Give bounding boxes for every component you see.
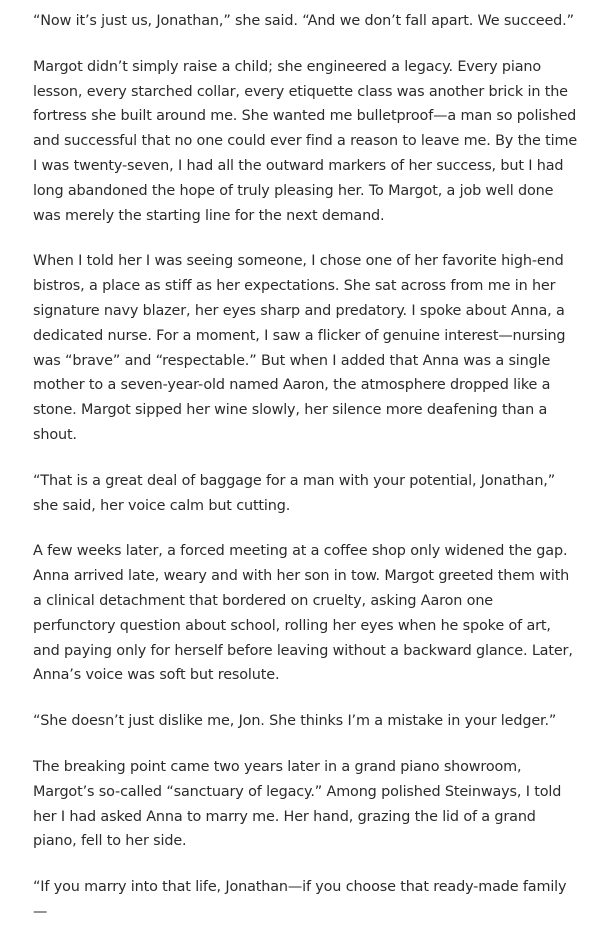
paragraph: “That is a great deal of baggage for a man with your potential, Jonathan,” she said, her voice calm but cutting. xyxy=(33,472,556,514)
article-body xyxy=(33,9,578,946)
paragraph: The breaking point came two years later in a grand piano showroom, Margot’s so-called “sanctuary of legacy.” Among polished Steinways, I told her I had asked Anna to marry me. Her hand, grazing the lid of a grand piano, fell to her side. xyxy=(33,758,562,850)
paragraph: “If you marry into that life, Jonathan—if you choose that ready-made family— xyxy=(33,879,567,920)
paragraph: When I told her I was seeing someone, I chose one of her favorite high-end bistros, a place as stiff as her expectations. She sat across from me in her signature navy blazer, her eyes sharp and predatory. I spoke about Anna, a dedicated nurse. For a moment, I saw a flicker of genuine interest—nursing was “brave” and “respectable.” But when I added that Anna was a single mother to a seven-year-old named Aaron, the atmosphere dropped like a stone. Margot sipped her wine slowly, her silence more deafening than a shout. xyxy=(33,253,566,443)
paragraph: A few weeks later, a forced meeting at a coffee shop only widened the gap. Anna arrived late, weary and with her son in tow. Margot greeted them with a clinical detachment that bordered on cruelty, asking Aaron one perfunctory question about school, rolling her eyes when he spoke of art, and paying only for herself before leaving without a backward glance. Later, Anna’s voice was soft but resolute. xyxy=(33,543,573,684)
paragraph: “Now it’s just us, Jonathan,” she said. “And we don’t fall apart. We succeed.” xyxy=(33,13,574,29)
paragraph: “She doesn’t just dislike me, Jon. She thinks I’m a mistake in your ledger.” xyxy=(33,713,557,730)
paragraph: Margot didn’t simply raise a child; she engineered a legacy. Every piano lesson, every starched collar, every etiquette class was another brick in the fortress she built around me. She wanted me bulletproof—a man so polished and successful that no one could ever find a reason to leave me. By the time I was twenty-seven, I had all the outward markers of her success, but I had long abandoned the hope of truly pleasing her. To Margot, a job well done was merely the starting line for the next demand. xyxy=(33,58,578,224)
